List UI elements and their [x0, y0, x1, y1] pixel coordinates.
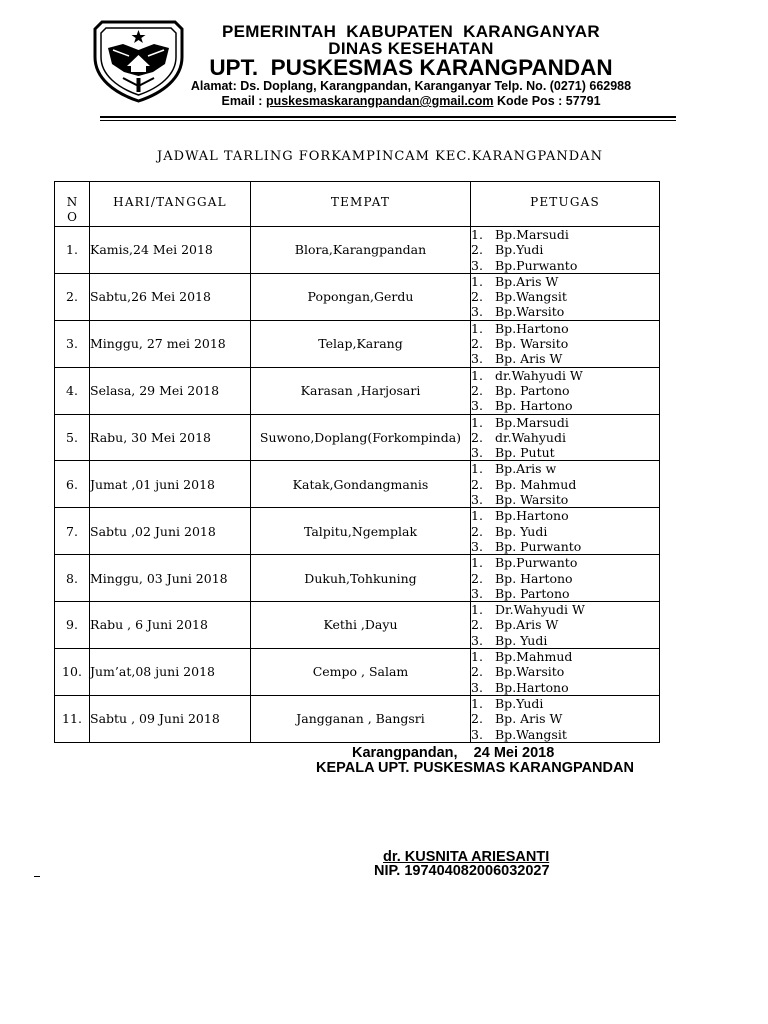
staff-number: 1. — [471, 508, 483, 524]
staff-item — [471, 336, 659, 351]
schedule-place: Telap,Karang — [318, 336, 403, 352]
staff-item — [471, 602, 659, 617]
letterhead-rule-thick — [100, 116, 676, 118]
schedule-place: Jangganan , Bangsri — [296, 711, 425, 727]
staff-cell — [471, 461, 660, 508]
letterhead-government: PEMERINTAH KABUPATEN KARANGANYAR — [222, 22, 600, 41]
staff-number: 2. — [471, 382, 483, 398]
schedule-place: Popongan,Gerdu — [307, 289, 414, 305]
table-header-row — [55, 182, 660, 227]
staff-name: Bp.Hartono — [495, 679, 569, 695]
staff-number: 3. — [471, 257, 483, 273]
schedule-place: Karasan ,Harjosari — [300, 382, 421, 398]
staff-item — [471, 368, 659, 383]
staff-name: dr.Wahyudi W — [495, 367, 583, 383]
staff-name: Bp.Wangsit — [495, 726, 567, 742]
staff-number: 2. — [471, 476, 483, 492]
schedule-date: Jumat ,01 juni 2018 — [90, 476, 215, 492]
schedule-place: Talpitu,Ngemplak — [303, 523, 418, 539]
table-row — [55, 320, 660, 367]
staff-cell — [471, 414, 660, 461]
schedule-date: Minggu, 03 Juni 2018 — [90, 570, 228, 586]
staff-number: 1. — [471, 367, 483, 383]
staff-item — [471, 304, 659, 319]
header-date-cell — [90, 182, 251, 227]
table-row — [55, 367, 660, 414]
row-number-cell — [55, 367, 90, 414]
staff-item — [471, 258, 659, 273]
row-number-cell — [55, 320, 90, 367]
row-number-cell — [55, 461, 90, 508]
schedule-body — [55, 227, 660, 743]
signatory-name: dr. KUSNITA ARIESANTI — [383, 849, 550, 865]
header-date: HARI/TANGGAL — [113, 195, 227, 209]
table-row — [55, 414, 660, 461]
row-number: 11. — [62, 711, 82, 727]
row-number: 10. — [62, 664, 82, 680]
date-cell — [90, 367, 251, 414]
row-number-cell — [55, 649, 90, 696]
row-number: 9. — [66, 617, 78, 633]
staff-item — [471, 696, 659, 711]
table-row — [55, 602, 660, 649]
schedule-date: Minggu, 27 mei 2018 — [90, 336, 226, 352]
postcode: Kode Pos : 57791 — [497, 94, 601, 108]
staff-number: 2. — [471, 617, 483, 633]
staff-number: 2. — [471, 289, 483, 305]
stray-mark — [34, 876, 40, 877]
row-number-cell — [55, 273, 90, 320]
table-row — [55, 227, 660, 274]
letterhead-contact — [150, 94, 672, 108]
staff-item — [471, 274, 659, 289]
staff-cell — [471, 320, 660, 367]
staff-cell — [471, 649, 660, 696]
letterhead-rule-thin — [100, 120, 676, 121]
row-number-cell — [55, 602, 90, 649]
staff-item — [471, 727, 659, 742]
staff-item — [471, 649, 659, 664]
header-place-cell — [251, 182, 471, 227]
staff-item — [471, 586, 659, 601]
row-number-cell — [55, 227, 90, 274]
staff-name: Bp.Marsudi — [495, 227, 569, 242]
staff-number: 3. — [471, 585, 483, 601]
staff-number: 2. — [471, 570, 483, 586]
staff-name: Bp.Hartono — [495, 508, 569, 524]
staff-number: 3. — [471, 304, 483, 320]
staff-number: 3. — [471, 492, 483, 508]
staff-name: Bp. Purwanto — [495, 538, 582, 554]
staff-item — [471, 445, 659, 460]
row-number-cell — [55, 508, 90, 555]
schedule-date: Jum’at,08 juni 2018 — [90, 664, 215, 680]
signature-position: KEPALA UPT. PUSKESMAS KARANGPANDAN — [316, 760, 634, 776]
staff-name: Bp.Yudi — [495, 695, 544, 711]
date-cell — [90, 273, 251, 320]
staff-cell — [471, 367, 660, 414]
header-no: NO — [66, 195, 78, 224]
schedule-place: Kethi ,Dayu — [323, 617, 398, 633]
date-cell — [90, 414, 251, 461]
staff-cell — [471, 555, 660, 602]
staff-name: Bp. Hartono — [495, 398, 573, 414]
row-number: 3. — [66, 336, 78, 352]
staff-item — [471, 351, 659, 366]
staff-item — [471, 321, 659, 336]
staff-number: 3. — [471, 679, 483, 695]
staff-name: Bp.Hartono — [495, 320, 569, 336]
row-number-cell — [55, 695, 90, 742]
place-cell — [251, 508, 471, 555]
staff-number: 2. — [471, 523, 483, 539]
table-row — [55, 695, 660, 742]
staff-number: 1. — [471, 273, 483, 289]
date-cell — [90, 602, 251, 649]
row-number: 5. — [66, 429, 78, 445]
staff-name: Bp. Yudi — [495, 632, 548, 648]
staff-name: Bp. Hartono — [495, 570, 573, 586]
staff-number: 3. — [471, 351, 483, 367]
staff-number: 1. — [471, 602, 483, 618]
staff-name: Bp.Marsudi — [495, 414, 569, 430]
date-cell — [90, 508, 251, 555]
staff-item — [471, 664, 659, 679]
staff-item — [471, 289, 659, 304]
staff-number: 3. — [471, 538, 483, 554]
staff-number: 3. — [471, 632, 483, 648]
date-cell — [90, 227, 251, 274]
staff-number: 1. — [471, 320, 483, 336]
staff-name: Bp.Mahmud — [495, 649, 573, 665]
header-no-cell — [55, 182, 90, 227]
row-number: 2. — [66, 289, 78, 305]
staff-number: 1. — [471, 555, 483, 571]
table-row — [55, 461, 660, 508]
staff-name: Bp.Aris W — [495, 273, 559, 289]
schedule-date: Selasa, 29 Mei 2018 — [90, 382, 220, 398]
staff-cell — [471, 508, 660, 555]
staff-number: 1. — [471, 227, 483, 242]
date-cell — [90, 649, 251, 696]
letterhead-address: Alamat: Ds. Doplang, Karangpandan, Karanganyar Telp. No. (0271) 662988 — [190, 79, 632, 93]
document-title: JADWAL TARLING FORKAMPINCAM KEC.KARANGPANDAN — [157, 149, 603, 164]
staff-item — [471, 508, 659, 523]
staff-name: Bp. Partono — [495, 382, 570, 398]
staff-item — [471, 571, 659, 586]
staff-name: Bp.Wangsit — [495, 289, 567, 305]
staff-number: 2. — [471, 242, 483, 258]
place-cell — [251, 367, 471, 414]
staff-item — [471, 539, 659, 554]
date-cell — [90, 461, 251, 508]
staff-item — [471, 398, 659, 413]
staff-cell — [471, 227, 660, 274]
staff-name: Bp.Purwanto — [495, 555, 578, 571]
row-number: 6. — [66, 476, 78, 492]
schedule-date: Sabtu,26 Mei 2018 — [90, 289, 211, 305]
staff-item — [471, 555, 659, 570]
place-cell — [251, 555, 471, 602]
row-number: 8. — [66, 570, 78, 586]
staff-number: 3. — [471, 398, 483, 414]
header-staff: PETUGAS — [530, 195, 600, 209]
header-place: TEMPAT — [330, 195, 391, 209]
staff-name: Bp. Warsito — [495, 492, 569, 508]
staff-name: Bp.Warsito — [495, 664, 565, 680]
staff-name: Dr.Wahyudi W — [495, 602, 585, 618]
staff-name: Bp.Purwanto — [495, 257, 578, 273]
staff-item — [471, 711, 659, 726]
schedule-place: Blora,Karangpandan — [294, 242, 427, 258]
schedule-place: Cempo , Salam — [312, 664, 409, 680]
staff-cell — [471, 695, 660, 742]
staff-number: 2. — [471, 429, 483, 445]
staff-item — [471, 242, 659, 257]
schedule-date: Kamis,24 Mei 2018 — [90, 242, 213, 258]
staff-item — [471, 227, 659, 242]
staff-name: Bp. Aris W — [495, 711, 563, 727]
table-row — [55, 273, 660, 320]
staff-name: Bp. Partono — [495, 585, 570, 601]
staff-number: 3. — [471, 726, 483, 742]
schedule-place: Katak,Gondangmanis — [292, 476, 429, 492]
schedule-place: Suwono,Doplang(Forkompinda) — [259, 429, 462, 445]
staff-number: 1. — [471, 695, 483, 711]
staff-item — [471, 383, 659, 398]
staff-name: Bp.Warsito — [495, 304, 565, 320]
email-link[interactable]: puskesmaskarangpandan@gmail.com — [265, 94, 494, 108]
staff-name: Bp.Aris w — [495, 461, 557, 477]
staff-cell — [471, 602, 660, 649]
email-label: Email : — [221, 94, 266, 108]
staff-name: Bp. Yudi — [495, 523, 548, 539]
place-cell — [251, 273, 471, 320]
staff-name: Bp. Warsito — [495, 336, 569, 352]
letterhead-institution: UPT. PUSKESMAS KARANGPANDAN — [209, 55, 613, 80]
staff-number: 1. — [471, 649, 483, 665]
schedule-date: Rabu , 6 Juni 2018 — [90, 617, 208, 633]
date-cell — [90, 695, 251, 742]
staff-item — [471, 430, 659, 445]
staff-name: Bp. Putut — [495, 445, 555, 461]
table-row — [55, 555, 660, 602]
schedule-date: Rabu, 30 Mei 2018 — [90, 429, 212, 445]
staff-name: Bp.Yudi — [495, 242, 544, 258]
staff-item — [471, 680, 659, 695]
row-number: 7. — [66, 523, 78, 539]
place-cell — [251, 602, 471, 649]
place-cell — [251, 695, 471, 742]
place-cell — [251, 461, 471, 508]
place-cell — [251, 320, 471, 367]
date-cell — [90, 555, 251, 602]
schedule-table — [54, 181, 660, 743]
table-row — [55, 649, 660, 696]
schedule-date: Sabtu ,02 Juni 2018 — [90, 523, 216, 539]
staff-name: dr.Wahyudi — [495, 429, 566, 445]
staff-name: Bp. Mahmud — [495, 476, 577, 492]
staff-number: 3. — [471, 445, 483, 461]
date-cell — [90, 320, 251, 367]
staff-number: 1. — [471, 461, 483, 477]
letterhead-department: DINAS KESEHATAN — [328, 39, 494, 58]
row-number: 4. — [66, 382, 78, 398]
place-cell — [251, 227, 471, 274]
staff-cell — [471, 273, 660, 320]
staff-item — [471, 524, 659, 539]
staff-item — [471, 477, 659, 492]
table-row — [55, 508, 660, 555]
schedule-place: Dukuh,Tohkuning — [304, 570, 417, 586]
staff-number: 2. — [471, 664, 483, 680]
staff-item — [471, 461, 659, 476]
signatory-nip: NIP. 197404082006032027 — [374, 863, 550, 879]
signature-place-date: Karangpandan, 24 Mei 2018 — [352, 745, 555, 761]
staff-name: Bp. Aris W — [495, 351, 563, 367]
staff-number: 2. — [471, 336, 483, 352]
place-cell — [251, 414, 471, 461]
staff-number: 2. — [471, 711, 483, 727]
row-number-cell — [55, 414, 90, 461]
staff-name: Bp.Aris W — [495, 617, 559, 633]
staff-item — [471, 492, 659, 507]
header-staff-cell — [471, 182, 660, 227]
schedule-date: Sabtu , 09 Juni 2018 — [90, 711, 220, 727]
staff-item — [471, 633, 659, 648]
row-number: 1. — [66, 242, 78, 258]
staff-item — [471, 617, 659, 632]
staff-number: 1. — [471, 414, 483, 430]
row-number-cell — [55, 555, 90, 602]
staff-item — [471, 415, 659, 430]
place-cell — [251, 649, 471, 696]
